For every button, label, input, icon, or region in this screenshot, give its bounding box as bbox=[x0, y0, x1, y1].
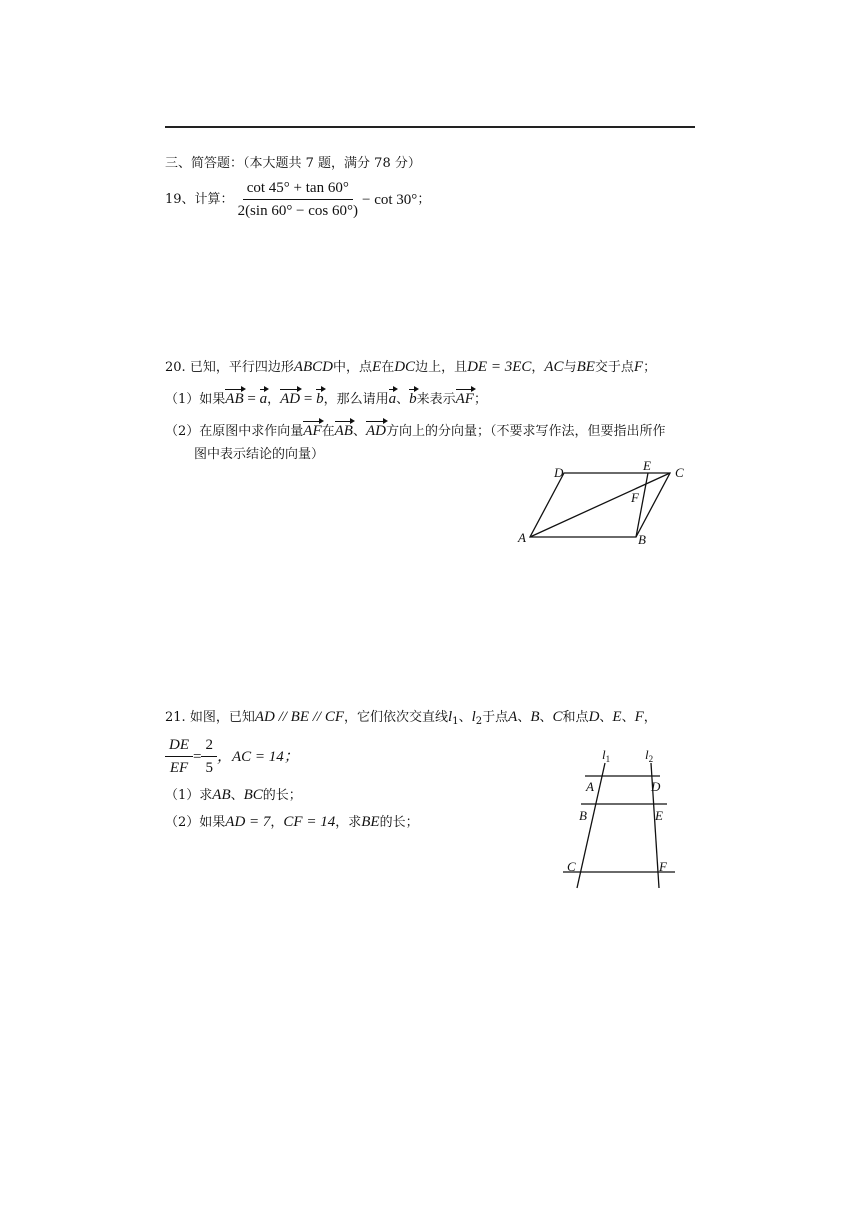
q21-text: 于点 bbox=[482, 710, 509, 725]
label-l1 bbox=[602, 747, 610, 764]
q20-text: ； bbox=[643, 360, 657, 375]
segment-be bbox=[636, 473, 648, 537]
q21-bc: BC bbox=[243, 787, 263, 803]
q21-text: 如图，已知 bbox=[189, 710, 255, 725]
diagonal-ac bbox=[530, 473, 670, 537]
label-d: D bbox=[554, 465, 564, 480]
q21-ratio-num: DE bbox=[165, 736, 193, 757]
q19-numerator: cot 45° + tan 60° bbox=[243, 179, 353, 200]
label-a: A bbox=[518, 530, 526, 545]
q20-text: 已知，平行四边形 bbox=[189, 360, 294, 375]
label-e: E bbox=[655, 808, 663, 823]
q20-text: 边上，且 bbox=[415, 360, 468, 375]
q21-value-num: 2 bbox=[201, 736, 217, 757]
q20-dc: DC bbox=[394, 359, 416, 375]
q19-end: ； bbox=[417, 191, 431, 207]
q20-semicolon: ； bbox=[473, 392, 487, 407]
q21-point: F bbox=[634, 709, 644, 725]
q21-part2-text: ，求 bbox=[335, 815, 362, 830]
q20-vector-af: AF bbox=[303, 420, 321, 440]
q20-part1 bbox=[165, 388, 487, 409]
q20-vector-b: b bbox=[316, 388, 324, 408]
q21-parallels: AD // BE // CF bbox=[254, 709, 345, 725]
q20-text: 在 bbox=[381, 360, 395, 375]
q19-fraction bbox=[234, 179, 362, 220]
q20-part1-text: 来表示 bbox=[416, 392, 456, 407]
q20-vector-a: a bbox=[260, 388, 268, 408]
q20-text: 与 bbox=[563, 360, 577, 375]
q20-vector-ad: AD bbox=[366, 420, 386, 440]
q20-ac: AC bbox=[544, 359, 564, 375]
q20-part2-text: 在 bbox=[321, 424, 335, 439]
q20-part2-label: （2）在原图中求作向量 bbox=[165, 424, 304, 439]
label-l2 bbox=[645, 747, 653, 764]
q20-eq: = bbox=[243, 391, 260, 407]
q21-part2-text: 的长； bbox=[379, 815, 419, 830]
q21-ratio-fraction bbox=[165, 736, 193, 777]
label-f: F bbox=[631, 490, 639, 505]
q21-point: D bbox=[588, 709, 600, 725]
q21-point: B bbox=[530, 709, 540, 725]
label-c: C bbox=[567, 859, 576, 874]
q20-number: 20. bbox=[165, 360, 186, 375]
q21-sep: 、 bbox=[458, 710, 472, 725]
label-c: C bbox=[675, 465, 684, 480]
q21-text: ，它们依次交直线 bbox=[344, 710, 449, 725]
question-19 bbox=[165, 179, 430, 220]
q20-stem bbox=[165, 358, 656, 377]
q20-sep: 、 bbox=[352, 424, 366, 439]
section-header: 三、简答题：（本大题共 7 题，满分 78 分） bbox=[165, 156, 421, 171]
q20-vector-af: AF bbox=[456, 388, 474, 408]
q21-line-l2: l bbox=[471, 709, 476, 725]
q20-part2-text: 方向上的分向量；（不要求写作法，但要指出所作 bbox=[385, 424, 666, 439]
q21-sep: 、 bbox=[517, 710, 531, 725]
q21-sep: 、 bbox=[230, 788, 244, 803]
q21-text: 和点 bbox=[562, 710, 589, 725]
q20-parallelogram-figure bbox=[510, 458, 700, 548]
q21-text: ， bbox=[643, 710, 657, 725]
q19-tail: − cot 30° bbox=[362, 191, 418, 208]
label-l2-letter: l bbox=[645, 747, 649, 762]
q20-part1-label: （1）如果 bbox=[165, 392, 226, 407]
q19-lead: 计算： bbox=[194, 191, 234, 207]
top-rule bbox=[165, 126, 695, 128]
q20-eq: = bbox=[300, 391, 317, 407]
label-l2-sub: 2 bbox=[648, 754, 654, 764]
q21-part1-label: （1）求 bbox=[165, 788, 213, 803]
label-l1-letter: l bbox=[602, 747, 606, 762]
q21-sep: 、 bbox=[599, 710, 613, 725]
q21-line-l1: l bbox=[448, 709, 453, 725]
q21-part1-text: 的长； bbox=[262, 788, 302, 803]
q21-point: E bbox=[612, 709, 622, 725]
q21-number: 21. bbox=[165, 710, 186, 725]
q21-part2-label: （2）如果 bbox=[165, 815, 226, 830]
q20-part1-text: ，那么请用 bbox=[323, 392, 389, 407]
q20-point-f: F bbox=[633, 359, 644, 375]
q20-be: BE bbox=[576, 359, 595, 375]
q21-ac-value: ，AC = 14； bbox=[216, 748, 299, 765]
q20-abcd: ABCD bbox=[293, 359, 334, 375]
q21-value-fraction bbox=[201, 736, 217, 777]
q21-sep: 、 bbox=[539, 710, 553, 725]
label-e: E bbox=[643, 458, 651, 473]
q21-point: A bbox=[508, 709, 518, 725]
q21-ratio-den: EF bbox=[169, 760, 189, 776]
q21-eq: = bbox=[193, 748, 202, 765]
q20-comma: ， bbox=[267, 392, 281, 407]
q21-value-den: 5 bbox=[205, 760, 213, 776]
q20-text: 中，点 bbox=[333, 360, 373, 375]
label-a: A bbox=[586, 779, 594, 794]
q20-vector-ab: AB bbox=[225, 388, 243, 408]
q21-ad-value: AD = 7 bbox=[225, 814, 271, 830]
q21-be: BE bbox=[361, 814, 380, 830]
q20-part2 bbox=[165, 420, 665, 441]
q20-vector-b: b bbox=[409, 388, 417, 408]
label-l1-sub: 1 bbox=[605, 754, 611, 764]
q21-sep: ， bbox=[270, 815, 284, 830]
q21-cf-value: CF = 14 bbox=[283, 814, 336, 830]
q21-stem bbox=[165, 708, 657, 731]
q20-sep: 、 bbox=[396, 392, 410, 407]
q21-ab: AB bbox=[212, 787, 231, 803]
q21-line-l1-sub: 1 bbox=[452, 716, 459, 727]
label-d: D bbox=[651, 779, 661, 794]
q21-line-l2-sub: 2 bbox=[475, 716, 483, 727]
label-f: F bbox=[659, 859, 667, 874]
q21-part1 bbox=[165, 786, 302, 805]
q21-parallel-lines-figure bbox=[555, 745, 680, 895]
q21-sep: 、 bbox=[621, 710, 635, 725]
q20-point-e: E bbox=[372, 359, 382, 375]
q20-vector-ad: AD bbox=[280, 388, 300, 408]
label-b: B bbox=[579, 808, 587, 823]
q20-vector-a: a bbox=[389, 388, 397, 408]
q20-text: 交于点 bbox=[594, 360, 634, 375]
q20-part2-line2: 图中表示结论的向量） bbox=[194, 447, 325, 462]
q21-condition bbox=[165, 736, 299, 777]
q21-point: C bbox=[552, 709, 563, 725]
q19-number: 19、 bbox=[165, 191, 195, 207]
q21-part2 bbox=[165, 813, 419, 832]
q20-vector-ab: AB bbox=[335, 420, 353, 440]
q20-relation: DE = 3EC bbox=[467, 359, 532, 375]
q20-text: ， bbox=[531, 360, 545, 375]
label-b: B bbox=[638, 532, 646, 547]
q19-denominator: 2(sin 60° − cos 60°) bbox=[237, 203, 359, 219]
